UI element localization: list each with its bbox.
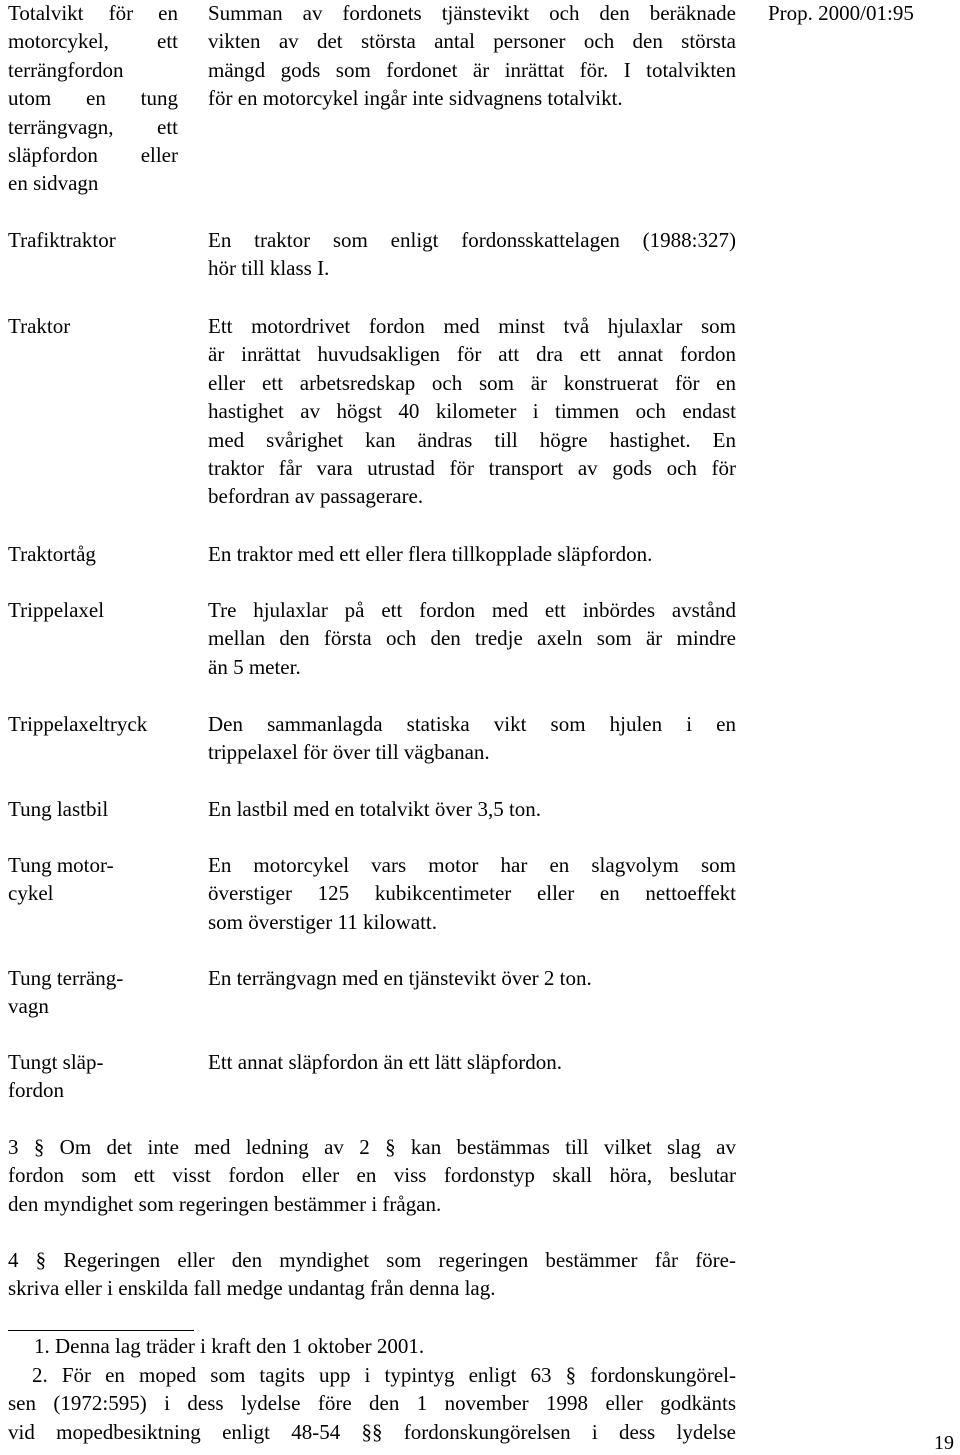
definition-line: Summan av fordonets tjänstevikt och den beräknade — [208, 1, 736, 25]
footnote-divider — [8, 1330, 194, 1331]
footnote-line: 2. För en moped som tagits upp i typintyg enligt 63 § fordonskungörel- — [32, 1363, 736, 1387]
section-line: skriva eller i enskilda fall medge undantag från denna lag. — [8, 1276, 496, 1301]
definition-line: hör till klass I. — [208, 256, 330, 281]
term-line: Totalvikt för en — [8, 1, 178, 25]
definition-line: vikten av det största antal personer och den största — [208, 29, 736, 54]
footnote-1 — [34, 1332, 736, 1360]
definition-term-tung-terrangvagn — [8, 964, 178, 1021]
term-line: utom en tung — [8, 86, 178, 111]
definition-line: Den sammanlagda statiska vikt som hjulen i en — [208, 712, 736, 736]
section-line: den myndighet som regeringen bestämmer i frågan. — [8, 1191, 442, 1216]
definition-term-trippelaxeltryck — [8, 710, 178, 738]
term-line: terrängvagn, ett — [8, 114, 178, 139]
definition-line: med svårighet kan ändras till högre hastighet. En — [208, 427, 736, 452]
term-line: en sidvagn — [8, 171, 99, 196]
definition-text-tungt-slapfordon — [208, 1048, 736, 1076]
definition-text-traktortag — [208, 540, 736, 568]
definition-line: En lastbil med en totalvikt över 3,5 ton. — [208, 797, 542, 821]
term-line: terrängfordon — [8, 57, 124, 82]
definition-line: är inrättat huvudsakligen för att dra ett annat fordon — [208, 342, 736, 367]
definition-line: Ett motordrivet fordon med minst två hjulaxlar som — [208, 314, 736, 338]
definition-text-tung-lastbil — [208, 795, 736, 823]
definition-line: mellan den första och den tredje axeln som är mindre — [208, 626, 736, 651]
definition-line: överstiger 125 kubikcentimeter eller en nettoeffekt — [208, 881, 736, 906]
definition-line: eller ett arbetsredskap och som är konstruerat för en — [208, 370, 736, 395]
footnote-line: sen (1972:595) i dess lydelse före den 1 november 1998 eller godkänts — [8, 1391, 736, 1416]
definition-line: som överstiger 11 kilowatt. — [208, 909, 438, 934]
term-line: fordon — [8, 1078, 64, 1103]
definition-line: En motorcykel vars motor har en slagvolym som — [208, 853, 736, 877]
definition-text-trafiktraktor — [208, 226, 736, 283]
definition-term-tung-lastbil — [8, 795, 178, 823]
definition-line: Ett annat släpfordon än ett lätt släpfordon. — [208, 1050, 562, 1074]
term-line: släpfordon eller — [8, 143, 178, 168]
term-line: Trippelaxel — [8, 598, 105, 622]
term-line: motorcykel, ett — [8, 29, 178, 54]
definition-line: traktor får vara utrustad för transport av gods och för — [208, 456, 736, 481]
definition-line: hastighet av högst 40 kilometer i timmen och endast — [208, 399, 736, 424]
term-line: Trippelaxeltryck — [8, 712, 148, 736]
definition-text-tung-terrangvagn — [208, 964, 736, 992]
definition-text-trippelaxel — [208, 596, 736, 681]
definition-term-totalvikt — [8, 0, 178, 198]
definition-text-totalvikt — [208, 0, 736, 113]
page-number: 19 — [934, 1432, 954, 1454]
section-line: 4 § Regeringen eller den myndighet som regeringen bestämmer får före- — [8, 1248, 736, 1272]
definition-line: En terrängvagn med en tjänstevikt över 2 ton. — [208, 966, 592, 990]
definition-term-traktor — [8, 312, 178, 340]
definition-term-tungt-slapfordon — [8, 1048, 178, 1105]
term-line: Tung motor- — [8, 853, 114, 877]
definition-text-tung-motorcykel — [208, 851, 736, 936]
definition-line: En traktor som enligt fordonsskattelagen (1988:327) — [208, 228, 736, 252]
section-3-paragraph — [8, 1133, 736, 1218]
term-line: Traktor — [8, 314, 71, 338]
definition-line: Tre hjulaxlar på ett fordon med ett inbördes avstånd — [208, 598, 736, 622]
definition-line: trippelaxel för över till vägbanan. — [208, 740, 490, 765]
definition-line: än 5 meter. — [208, 654, 301, 679]
definition-line: mängd gods som fordonet är inrättat för. I totalvikten — [208, 57, 736, 82]
term-line: Tungt släp- — [8, 1050, 104, 1074]
term-line: Tung lastbil — [8, 797, 109, 821]
definition-term-trafiktraktor — [8, 226, 178, 254]
header-prop-reference: Prop. 2000/01:95 — [768, 1, 914, 25]
definition-text-trippelaxeltryck — [208, 710, 736, 767]
definition-text-traktor — [208, 312, 736, 511]
term-line: vagn — [8, 994, 49, 1019]
section-line: fordon som ett visst fordon eller en viss fordonstyp skall höra, beslutar — [8, 1163, 736, 1188]
footnote-line: 1. Denna lag träder i kraft den 1 oktober 2001. — [34, 1334, 425, 1358]
section-4-paragraph — [8, 1246, 736, 1303]
term-line: Traktortåg — [8, 542, 96, 566]
term-line: Tung terräng- — [8, 966, 124, 990]
definition-line: för en motorcykel ingår inte sidvagnens totalvikt. — [208, 86, 623, 111]
definition-term-tung-motorcykel — [8, 851, 178, 908]
term-line: cykel — [8, 881, 54, 906]
section-line: 3 § Om det inte med ledning av 2 § kan bestämmas till vilket slag av — [8, 1135, 736, 1159]
definition-line: En traktor med ett eller flera tillkopplade släpfordon. — [208, 542, 653, 566]
definition-term-traktortag — [8, 540, 178, 568]
term-line: Trafiktraktor — [8, 228, 116, 252]
definition-term-trippelaxel — [8, 596, 178, 624]
definition-line: befordran av passagerare. — [208, 484, 424, 509]
footnote-2 — [8, 1361, 736, 1446]
footnote-line: vid mopedbesiktning enligt 48-54 §§ fordonskungörelsen i dess lydelse — [8, 1419, 736, 1444]
